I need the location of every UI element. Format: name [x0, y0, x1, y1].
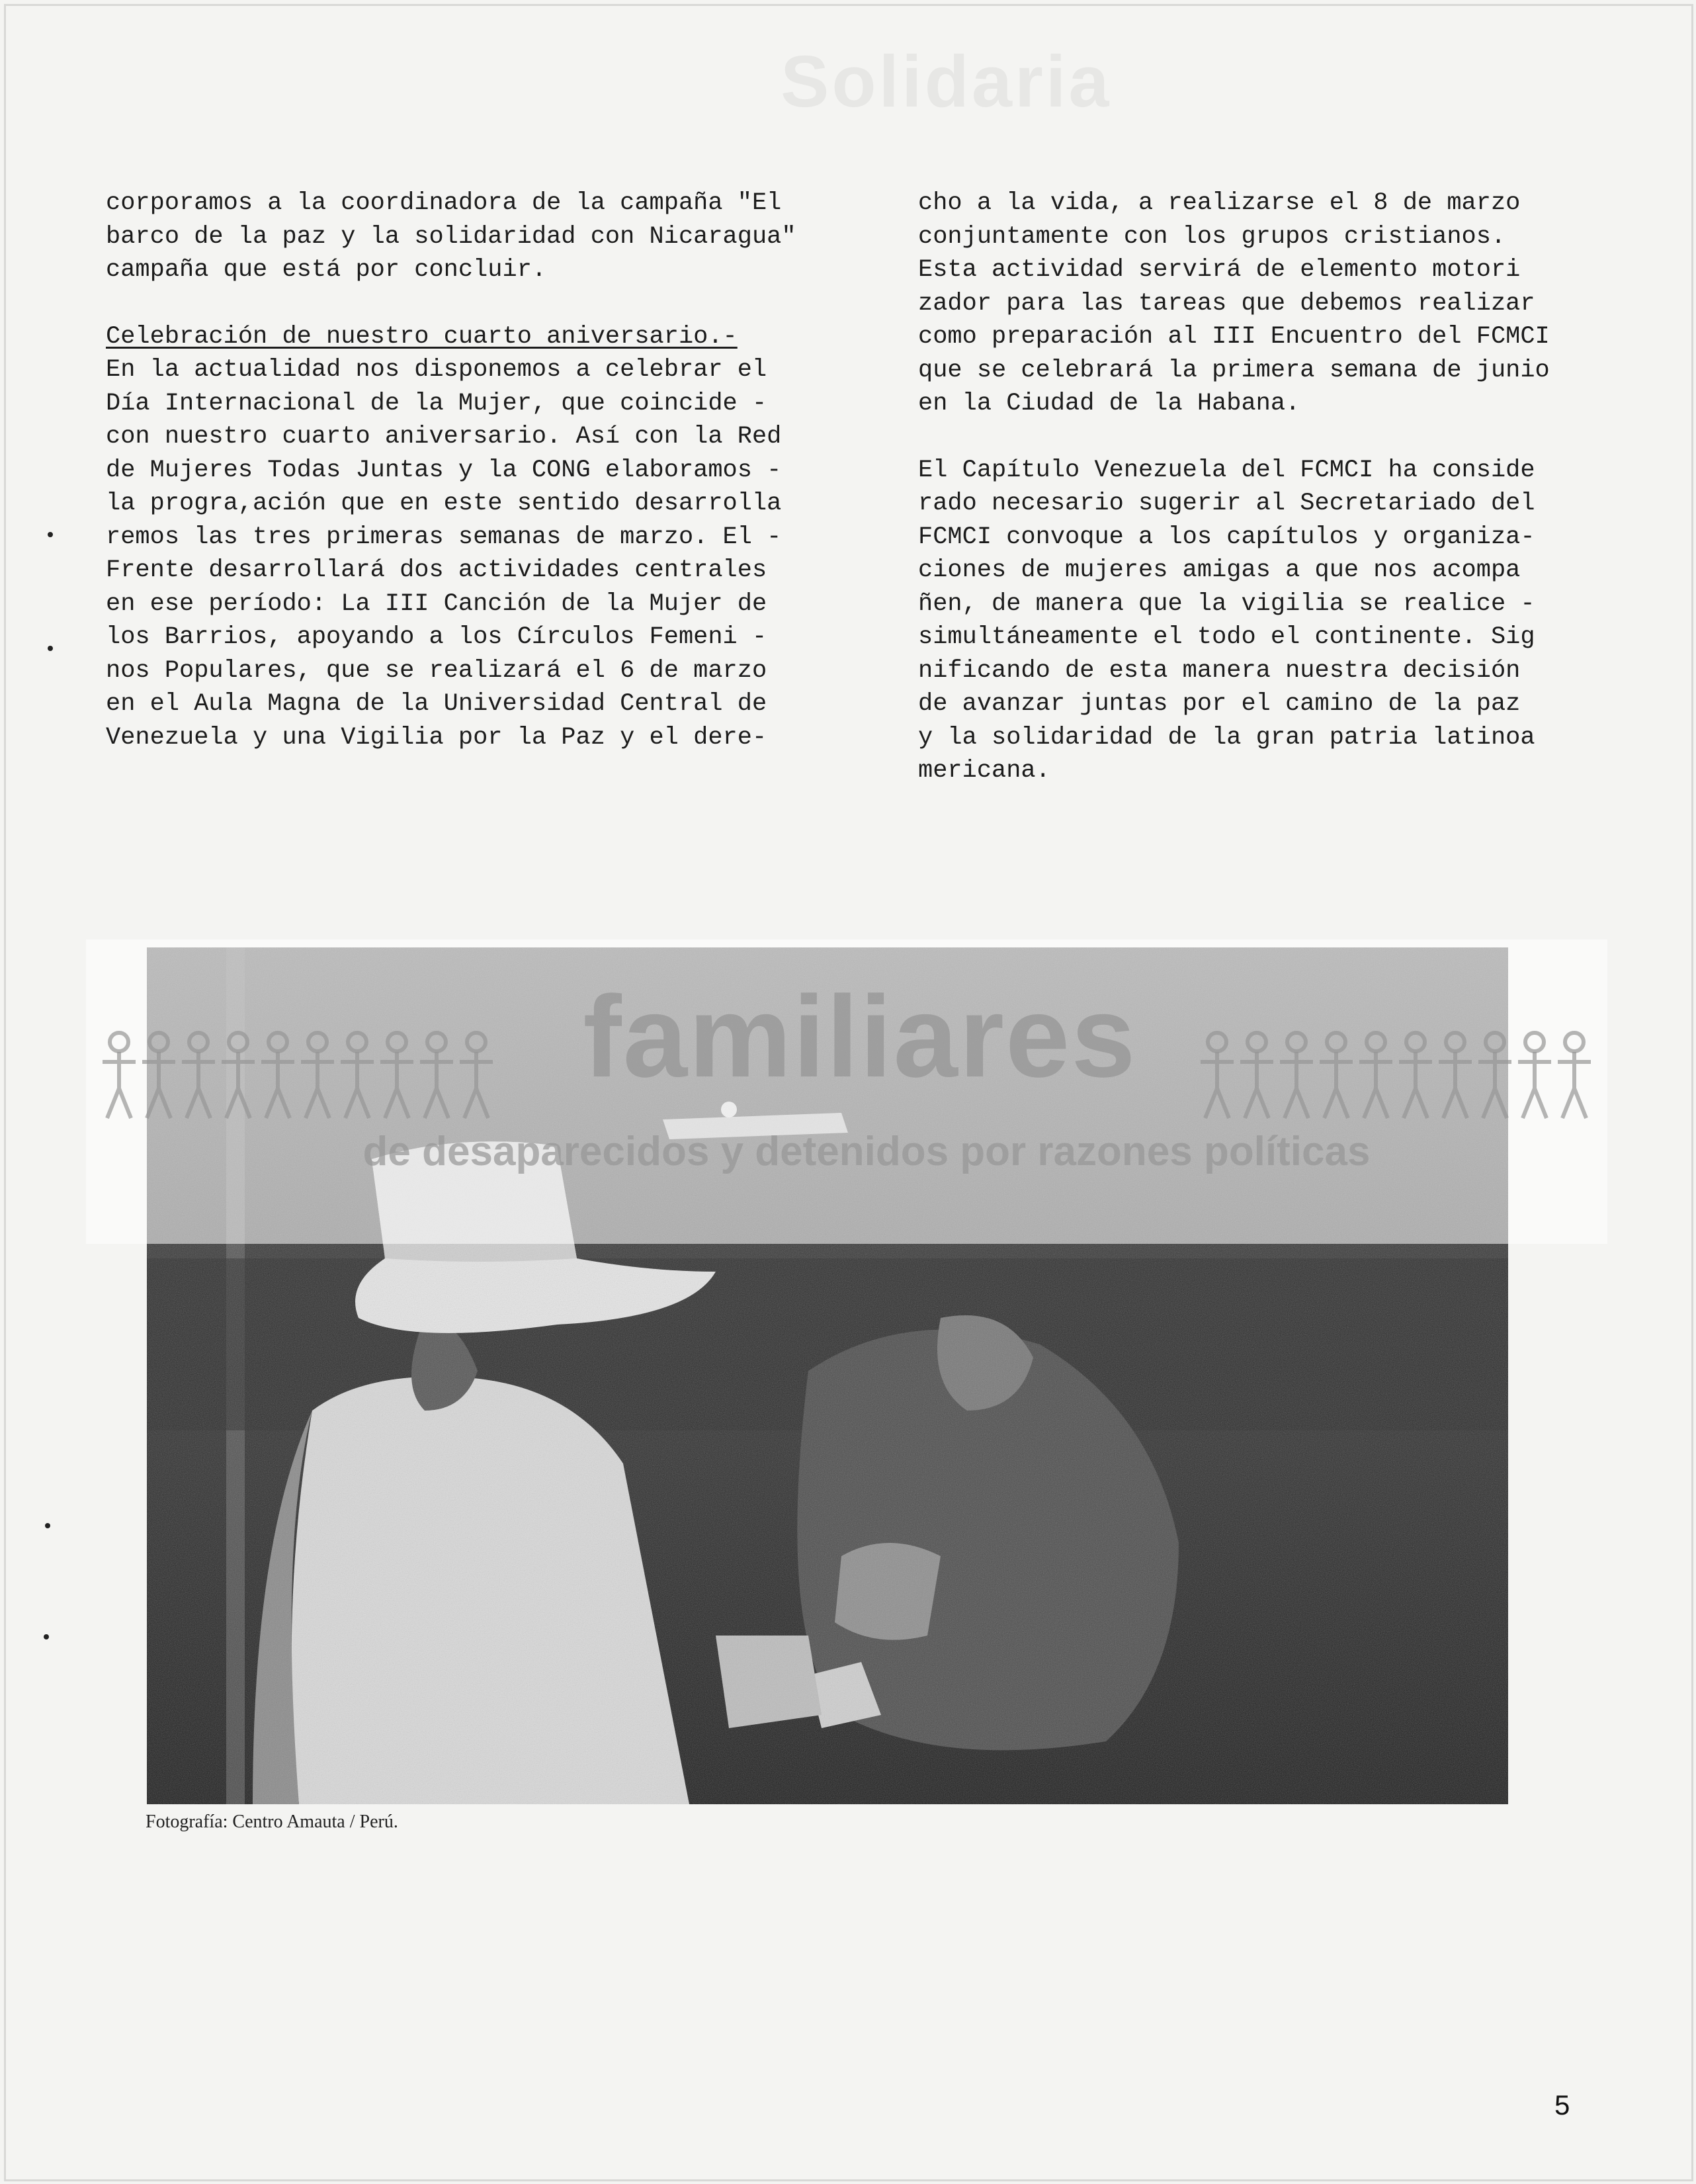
text-line: en el Aula Magna de la Universidad Central de: [106, 690, 767, 718]
text-line: la progra,ación que en este sentido desarrolla: [106, 490, 782, 517]
text-line: barco de la paz y la solidaridad con Nicaragua": [106, 222, 796, 251]
right-text-column: [918, 187, 1619, 821]
text-line: corporamos a la coordinadora de la campaña "El: [106, 189, 782, 217]
punch-mark: [48, 646, 53, 651]
text-line: campaña que está por concluir.: [106, 256, 547, 284]
text-line: mericana.: [918, 757, 1050, 785]
text-line: ciones de mujeres amigas a que nos acompa: [918, 556, 1521, 584]
bleed-through-text: Solidaria: [781, 41, 1112, 122]
punch-mark: [45, 1523, 50, 1528]
text-line: rado necesario sugerir al Secretariado del: [918, 490, 1535, 517]
text-line: simultáneamente el todo el continente. Sig: [918, 623, 1535, 651]
right-paragraph-2: [918, 454, 1619, 788]
text-line: en la Ciudad de la Habana.: [918, 390, 1300, 417]
watermark-subtitle: de desaparecidos y detenidos por razones políticas: [362, 1129, 1371, 1174]
text-line: los Barrios, apoyando a los Círculos Femeni -: [106, 623, 767, 651]
text-line: cho a la vida, a realizarse el 8 de marzo: [918, 189, 1521, 217]
text-line: FCMCI convoque a los capítulos y organiza-: [918, 523, 1535, 551]
text-line: nos Populares, que se realizará el 6 de marzo: [106, 656, 767, 685]
text-line: remos las tres primeras semanas de marzo. El -: [106, 523, 782, 551]
watermark-title: familiares: [583, 973, 1137, 1102]
text-line: zador para las tareas que debemos realizar: [918, 289, 1535, 318]
section-heading: Celebración de nuestro cuarto aniversario.-: [106, 322, 738, 351]
text-line: en ese período: La III Canción de la Mujer de: [106, 590, 767, 618]
punch-mark: [44, 1634, 49, 1639]
photo-caption: Fotografía: Centro Amauta / Perú.: [146, 1812, 398, 1832]
text-line: como preparación al III Encuentro del FCMCI: [918, 323, 1550, 351]
paper-dolls-right-icon: [1197, 1026, 1594, 1125]
left-paragraph-2: [106, 320, 873, 755]
watermark-overlay: [86, 939, 1607, 1244]
text-line: Venezuela y una Vigilia por la Paz y el dere-: [106, 723, 767, 752]
left-paragraph-1: [106, 187, 873, 287]
text-line: ñen, de manera que la vigilia se realice -: [918, 590, 1535, 618]
text-line: Esta actividad servirá de elemento motori: [918, 256, 1521, 284]
text-line: y la solidaridad de la gran patria latinoa: [918, 723, 1535, 752]
text-line: conjuntamente con los grupos cristianos.: [918, 222, 1506, 251]
left-text-column: [106, 187, 873, 787]
text-line: El Capítulo Venezuela del FCMCI ha conside: [918, 456, 1535, 484]
text-line: Frente desarrollará dos actividades centrales: [106, 556, 767, 584]
text-line: de avanzar juntas por el camino de la paz: [918, 690, 1521, 718]
text-line: de Mujeres Todas Juntas y la CONG elaboramos -: [106, 456, 782, 484]
text-line: que se celebrará la primera semana de junio: [918, 356, 1550, 384]
paper-dolls-left-icon: [99, 1026, 496, 1125]
punch-mark: [48, 532, 53, 537]
text-line: nificando de esta manera nuestra decisión: [918, 656, 1521, 685]
text-line: con nuestro cuarto aniversario. Así con la Red: [106, 423, 782, 451]
right-paragraph-1: [918, 187, 1619, 421]
text-line: Día Internacional de la Mujer, que coincide -: [106, 389, 767, 417]
text-line: En la actualidad nos disponemos a celebrar el: [106, 356, 767, 384]
page-number: 5: [1554, 2089, 1570, 2120]
